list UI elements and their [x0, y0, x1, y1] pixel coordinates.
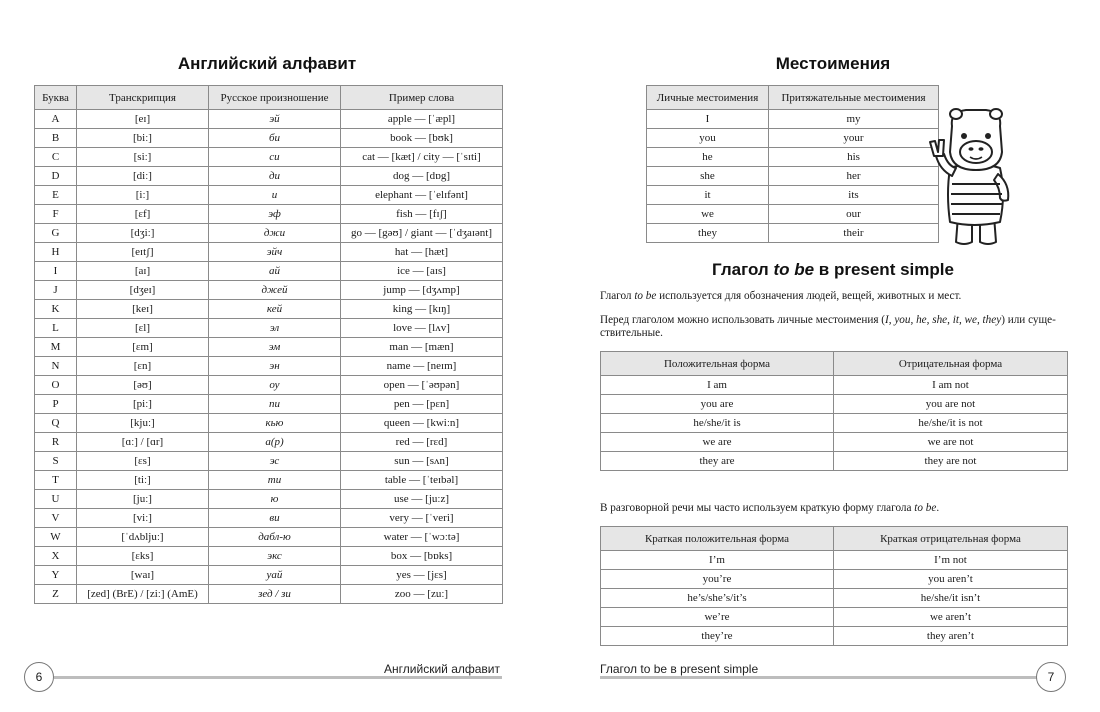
russian-pronunciation-cell: кью: [209, 414, 341, 433]
letter-cell: D: [35, 167, 77, 186]
transcription-cell: [dʒiː]: [77, 224, 209, 243]
alphabet-title: Английский алфавит: [177, 54, 357, 73]
transcription-cell: [ɛn]: [77, 357, 209, 376]
alphabet-row: [35, 566, 503, 585]
positive-form-cell: we are: [601, 433, 834, 452]
forms-table: [600, 351, 1068, 471]
letter-cell: H: [35, 243, 77, 262]
transcription-cell: [əʊ]: [77, 376, 209, 395]
transcription-cell: [piː]: [77, 395, 209, 414]
col-russian-pronunciation: Русское произношение: [209, 86, 341, 110]
russian-pronunciation-cell: и: [209, 186, 341, 205]
russian-pronunciation-cell: ви: [209, 509, 341, 528]
transcription-cell: [ˈdʌbljuː]: [77, 528, 209, 547]
russian-pronunciation-cell: пи: [209, 395, 341, 414]
letter-cell: G: [35, 224, 77, 243]
russian-pronunciation-cell: уай: [209, 566, 341, 585]
short-form-row: [601, 627, 1068, 646]
col-short-negative-form: Краткая отрицательная форма: [834, 527, 1068, 551]
letter-cell: U: [35, 490, 77, 509]
alphabet-row: [35, 300, 503, 319]
short-positive-cell: you’re: [601, 570, 834, 589]
transcription-cell: [eɪtʃ]: [77, 243, 209, 262]
transcription-cell: [viː]: [77, 509, 209, 528]
letter-cell: Z: [35, 585, 77, 604]
russian-pronunciation-cell: зед / зи: [209, 585, 341, 604]
letter-cell: C: [35, 148, 77, 167]
form-row: [601, 433, 1068, 452]
alphabet-row: [35, 110, 503, 129]
letter-cell: S: [35, 452, 77, 471]
col-possessive-pronouns: Притяжательные местоимения: [769, 86, 939, 110]
alphabet-row: [35, 471, 503, 490]
example-word-cell: king — [kɪŋ]: [341, 300, 503, 319]
col-letter: Буква: [35, 86, 77, 110]
example-word-cell: water — [ˈwɔːtə]: [341, 528, 503, 547]
short-positive-cell: we’re: [601, 608, 834, 627]
alphabet-row: [35, 281, 503, 300]
alphabet-row: [35, 129, 503, 148]
example-word-cell: hat — [hæt]: [341, 243, 503, 262]
short-negative-cell: he/she/it isn’t: [834, 589, 1068, 608]
alphabet-table: [34, 85, 503, 604]
letter-cell: L: [35, 319, 77, 338]
russian-pronunciation-cell: ай: [209, 262, 341, 281]
capybara-mascot-illustration: [926, 104, 1022, 248]
short-positive-cell: they’re: [601, 627, 834, 646]
alphabet-row: [35, 243, 503, 262]
negative-form-cell: I am not: [834, 376, 1068, 395]
alphabet-row: [35, 224, 503, 243]
example-word-cell: dog — [dɒg]: [341, 167, 503, 186]
alphabet-row: [35, 433, 503, 452]
pronouns-title: Местоимения: [775, 54, 891, 73]
russian-pronunciation-cell: эй: [209, 110, 341, 129]
example-word-cell: open — [ˈəʊpən]: [341, 376, 503, 395]
letter-cell: K: [35, 300, 77, 319]
example-word-cell: fish — [fɪʃ]: [341, 205, 503, 224]
example-word-cell: zoo — [zuː]: [341, 585, 503, 604]
russian-pronunciation-cell: ди: [209, 167, 341, 186]
alphabet-row: [35, 528, 503, 547]
russian-pronunciation-cell: эйч: [209, 243, 341, 262]
russian-pronunciation-cell: би: [209, 129, 341, 148]
example-word-cell: ice — [aɪs]: [341, 262, 503, 281]
pronoun-row: [647, 205, 939, 224]
alphabet-row: [35, 148, 503, 167]
alphabet-row: [35, 547, 503, 566]
russian-pronunciation-cell: ю: [209, 490, 341, 509]
example-word-cell: red — [rɛd]: [341, 433, 503, 452]
russian-pronunciation-cell: дабл-ю: [209, 528, 341, 547]
letter-cell: M: [35, 338, 77, 357]
transcription-cell: [ɛf]: [77, 205, 209, 224]
pronoun-row: [647, 224, 939, 243]
example-word-cell: elephant — [ˈelɪfənt]: [341, 186, 503, 205]
transcription-cell: [zed] (BrE) / [ziː] (AmE): [77, 585, 209, 604]
letter-cell: B: [35, 129, 77, 148]
letter-cell: I: [35, 262, 77, 281]
example-word-cell: apple — [ˈæpl]: [341, 110, 503, 129]
example-word-cell: sun — [sʌn]: [341, 452, 503, 471]
personal-pronoun-cell: you: [647, 129, 769, 148]
alphabet-row: [35, 338, 503, 357]
transcription-cell: [iː]: [77, 186, 209, 205]
letter-cell: X: [35, 547, 77, 566]
short-negative-cell: we aren’t: [834, 608, 1068, 627]
russian-pronunciation-cell: а(р): [209, 433, 341, 452]
russian-pronunciation-cell: эл: [209, 319, 341, 338]
transcription-cell: [siː]: [77, 148, 209, 167]
form-row: [601, 376, 1068, 395]
short-negative-cell: I’m not: [834, 551, 1068, 570]
transcription-cell: [ɛm]: [77, 338, 209, 357]
russian-pronunciation-cell: джей: [209, 281, 341, 300]
page-number-right: 7: [1036, 662, 1066, 692]
letter-cell: N: [35, 357, 77, 376]
form-row: [601, 452, 1068, 471]
positive-form-cell: they are: [601, 452, 834, 471]
alphabet-row: [35, 414, 503, 433]
russian-pronunciation-cell: си: [209, 148, 341, 167]
example-word-cell: jump — [dʒʌmp]: [341, 281, 503, 300]
transcription-cell: [ɛl]: [77, 319, 209, 338]
russian-pronunciation-cell: экс: [209, 547, 341, 566]
russian-pronunciation-cell: эс: [209, 452, 341, 471]
example-word-cell: very — [ˈveri]: [341, 509, 503, 528]
possessive-pronoun-cell: our: [769, 205, 939, 224]
possessive-pronoun-cell: your: [769, 129, 939, 148]
alphabet-row: [35, 509, 503, 528]
transcription-cell: [tiː]: [77, 471, 209, 490]
negative-form-cell: they are not: [834, 452, 1068, 471]
example-word-cell: man — [mæn]: [341, 338, 503, 357]
transcription-cell: [biː]: [77, 129, 209, 148]
short-form-row: [601, 589, 1068, 608]
transcription-cell: [ɛks]: [77, 547, 209, 566]
example-word-cell: go — [gəʊ] / giant — [ˈdʒaɪənt]: [341, 224, 503, 243]
short-form-row: [601, 570, 1068, 589]
russian-pronunciation-cell: эн: [209, 357, 341, 376]
pronoun-row: [647, 167, 939, 186]
positive-form-cell: you are: [601, 395, 834, 414]
pronoun-row: [647, 110, 939, 129]
short-negative-cell: you aren’t: [834, 570, 1068, 589]
pronoun-row: [647, 148, 939, 167]
short-form-row: [601, 608, 1068, 627]
letter-cell: W: [35, 528, 77, 547]
pronoun-row: [647, 129, 939, 148]
russian-pronunciation-cell: эф: [209, 205, 341, 224]
personal-pronoun-cell: I: [647, 110, 769, 129]
example-word-cell: use — [juːz]: [341, 490, 503, 509]
col-positive-form: Положительная форма: [601, 352, 834, 376]
col-short-positive-form: Краткая положительная форма: [601, 527, 834, 551]
russian-pronunciation-cell: ти: [209, 471, 341, 490]
example-word-cell: table — [ˈteɪbəl]: [341, 471, 503, 490]
alphabet-row: [35, 262, 503, 281]
russian-pronunciation-cell: джи: [209, 224, 341, 243]
paragraph-pronouns-note: Перед глаголом можно использовать личные местоимения (I, you, he, she, it, we, they) или суще-ствительные.: [600, 314, 1056, 339]
negative-form-cell: we are not: [834, 433, 1068, 452]
personal-pronoun-cell: he: [647, 148, 769, 167]
possessive-pronoun-cell: her: [769, 167, 939, 186]
footer-title-left: Английский алфавит: [384, 662, 500, 676]
positive-form-cell: I am: [601, 376, 834, 395]
alphabet-row: [35, 186, 503, 205]
short-form-row: [601, 551, 1068, 570]
transcription-cell: [ɛs]: [77, 452, 209, 471]
transcription-cell: [waɪ]: [77, 566, 209, 585]
possessive-pronoun-cell: his: [769, 148, 939, 167]
transcription-cell: [kjuː]: [77, 414, 209, 433]
example-word-cell: box — [bɒks]: [341, 547, 503, 566]
letter-cell: Q: [35, 414, 77, 433]
alphabet-row: [35, 585, 503, 604]
col-transcription: Транскрипция: [77, 86, 209, 110]
transcription-cell: [eɪ]: [77, 110, 209, 129]
example-word-cell: love — [lʌv]: [341, 319, 503, 338]
letter-cell: A: [35, 110, 77, 129]
footer-rule-left: [54, 676, 502, 679]
pronouns-table: [646, 85, 939, 243]
transcription-cell: [dʒeɪ]: [77, 281, 209, 300]
possessive-pronoun-cell: its: [769, 186, 939, 205]
form-row: [601, 414, 1068, 433]
negative-form-cell: you are not: [834, 395, 1068, 414]
letter-cell: O: [35, 376, 77, 395]
personal-pronoun-cell: she: [647, 167, 769, 186]
alphabet-row: [35, 205, 503, 224]
letter-cell: R: [35, 433, 77, 452]
letter-cell: V: [35, 509, 77, 528]
short-negative-cell: they aren’t: [834, 627, 1068, 646]
footer-title-right: Глагол to be в present simple: [600, 662, 759, 676]
letter-cell: J: [35, 281, 77, 300]
letter-cell: F: [35, 205, 77, 224]
example-word-cell: name — [neɪm]: [341, 357, 503, 376]
russian-pronunciation-cell: кей: [209, 300, 341, 319]
possessive-pronoun-cell: my: [769, 110, 939, 129]
verb-section-title: Глагол to be в present simple: [712, 260, 954, 279]
paragraph-intro: Глагол to be используется для обозначения людей, вещей, животных и мест.: [600, 290, 962, 302]
letter-cell: T: [35, 471, 77, 490]
alphabet-row: [35, 167, 503, 186]
alphabet-row: [35, 376, 503, 395]
russian-pronunciation-cell: оу: [209, 376, 341, 395]
personal-pronoun-cell: we: [647, 205, 769, 224]
alphabet-row: [35, 395, 503, 414]
letter-cell: Y: [35, 566, 77, 585]
transcription-cell: [diː]: [77, 167, 209, 186]
pronoun-row: [647, 186, 939, 205]
short-positive-cell: he’s/she’s/it’s: [601, 589, 834, 608]
example-word-cell: book — [bʊk]: [341, 129, 503, 148]
example-word-cell: pen — [pɛn]: [341, 395, 503, 414]
short-forms-table: [600, 526, 1068, 646]
form-row: [601, 395, 1068, 414]
example-word-cell: cat — [kæt] / city — [ˈsɪti]: [341, 148, 503, 167]
col-negative-form: Отрицательная форма: [834, 352, 1068, 376]
paragraph-short-form-note: В разговорной речи мы часто используем краткую форму глагола to be.: [600, 502, 940, 514]
col-example-word: Пример слова: [341, 86, 503, 110]
personal-pronoun-cell: they: [647, 224, 769, 243]
negative-form-cell: he/she/it is not: [834, 414, 1068, 433]
possessive-pronoun-cell: their: [769, 224, 939, 243]
transcription-cell: [ɑː] / [ɑr]: [77, 433, 209, 452]
alphabet-row: [35, 490, 503, 509]
russian-pronunciation-cell: эм: [209, 338, 341, 357]
footer-rule-right: [600, 676, 1050, 679]
example-word-cell: queen — [kwiːn]: [341, 414, 503, 433]
alphabet-row: [35, 452, 503, 471]
transcription-cell: [keɪ]: [77, 300, 209, 319]
transcription-cell: [juː]: [77, 490, 209, 509]
alphabet-row: [35, 319, 503, 338]
positive-form-cell: he/she/it is: [601, 414, 834, 433]
col-personal-pronouns: Личные местоимения: [647, 86, 769, 110]
short-positive-cell: I’m: [601, 551, 834, 570]
letter-cell: E: [35, 186, 77, 205]
personal-pronoun-cell: it: [647, 186, 769, 205]
example-word-cell: yes — [jɛs]: [341, 566, 503, 585]
page-number-left: 6: [24, 662, 54, 692]
transcription-cell: [aɪ]: [77, 262, 209, 281]
alphabet-row: [35, 357, 503, 376]
letter-cell: P: [35, 395, 77, 414]
